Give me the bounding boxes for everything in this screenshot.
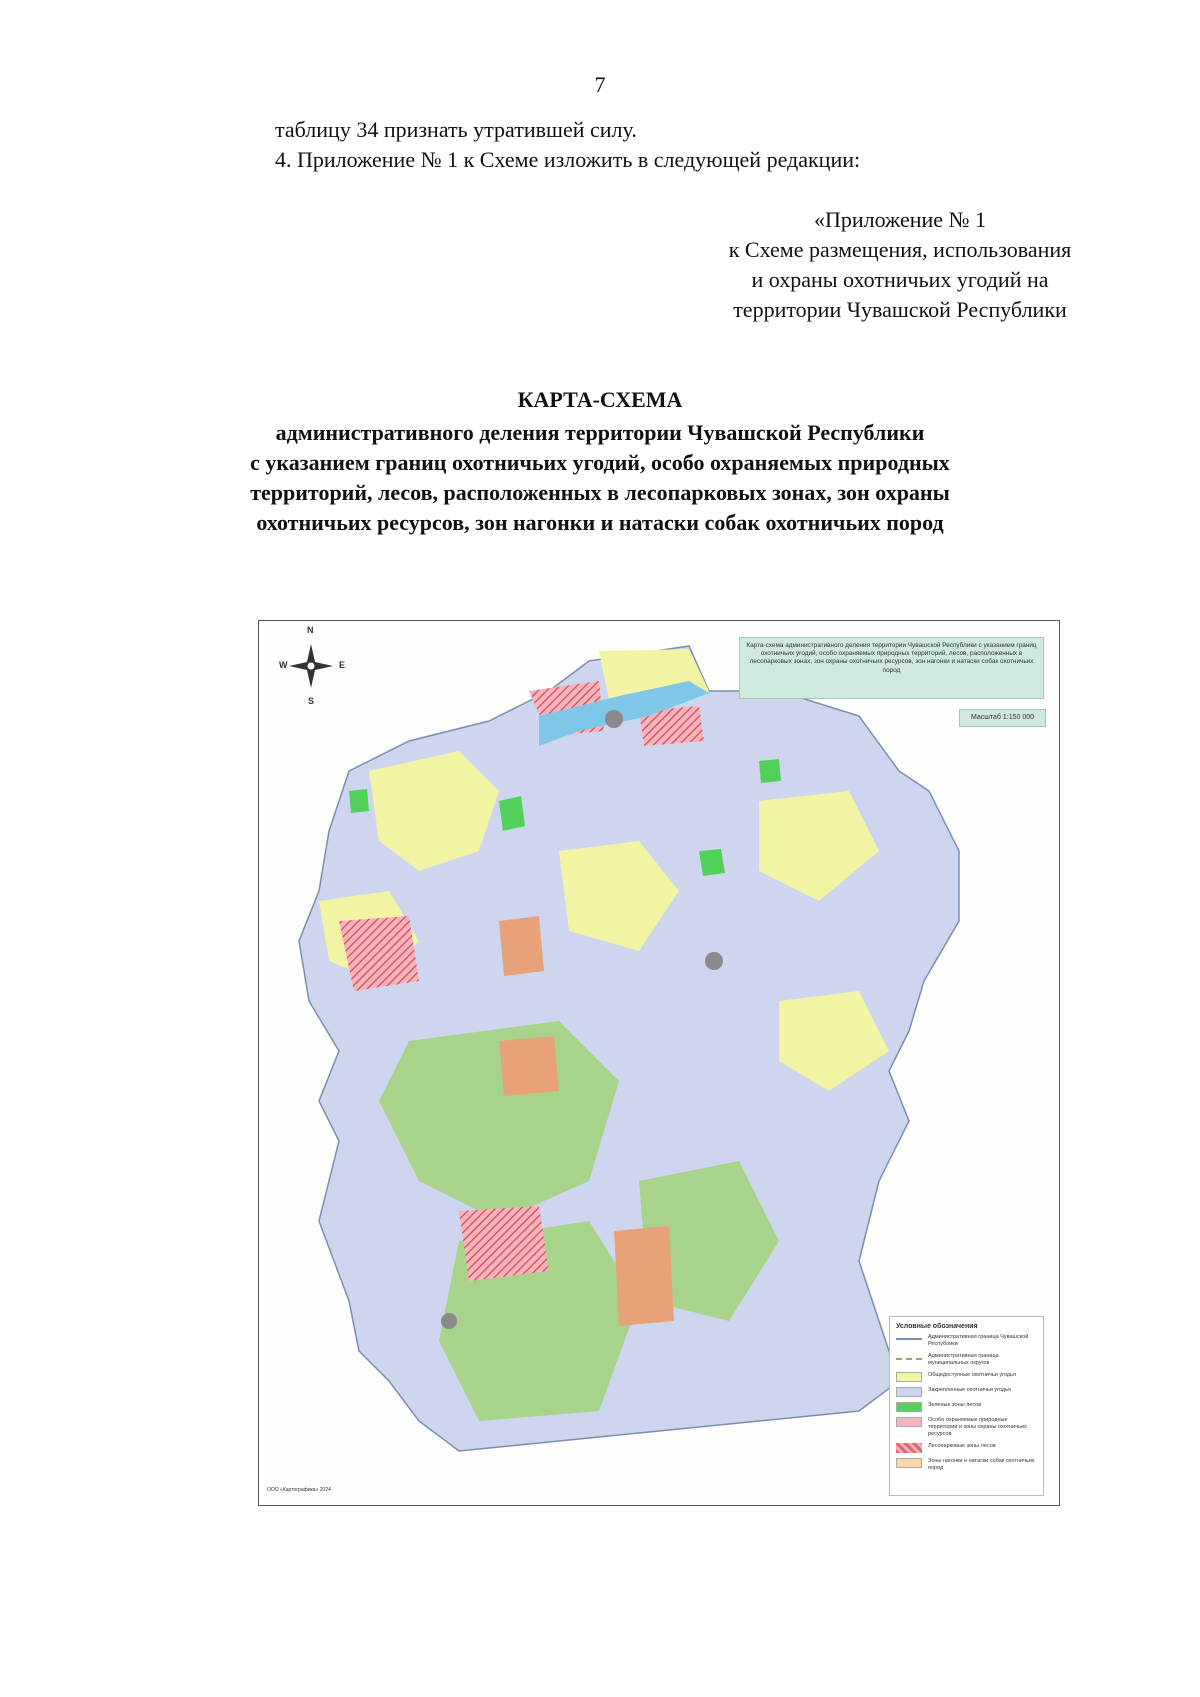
legend-item: [896, 1402, 1037, 1412]
map-title-line-1: административного деления территории Чувашской Республики: [275, 420, 925, 445]
compass-north-label: N: [307, 625, 314, 635]
legend-item: [896, 1334, 1037, 1348]
map-title-line-4: охотничьих ресурсов, зон нагонки и натаски собак охотничьих пород: [256, 510, 944, 535]
legend-item: [896, 1458, 1037, 1472]
legend-title: Условные обозначения: [896, 1323, 978, 1330]
page-number: 7: [594, 72, 606, 97]
legend-label: Административная граница муниципальных округов: [928, 1353, 999, 1366]
appendix-line-3: и охраны охотничьих угодий на: [751, 267, 1049, 292]
legend-label: Лесопарковые зоны лесов: [928, 1443, 996, 1449]
legend-swatch: [896, 1358, 922, 1360]
legend-label: Зеленые зоны лесов: [928, 1402, 982, 1408]
legend-label: Зоны нагонки и натаски собак охотничьих пород: [928, 1458, 1035, 1471]
body-line-1: таблицу 34 признать утратившей силу.: [275, 117, 637, 142]
legend-item: [896, 1417, 1037, 1438]
appendix-line-1: «Приложение № 1: [813, 207, 987, 232]
legend-swatch: [896, 1338, 922, 1340]
map-header-box: Карта-схема административного деления территории Чувашской Республики с указанием границ охотничьих угодий, особо охраняемых природных территорий, лесов, расположенных в лесопарковых зонах, зон охраны охотничьих ресурсов, зон нагонки и натаски собак охотничьих пород: [739, 637, 1044, 699]
appendix-line-4: территории Чувашской Республики: [733, 297, 1067, 322]
legend-label: Общедоступные охотничьи угодья: [928, 1372, 1016, 1378]
compass-south-label: S: [308, 696, 315, 706]
legend-item: [896, 1353, 1037, 1367]
map-title-line-3: территорий, лесов, расположенных в лесопарковых зонах, зон охраны: [250, 480, 950, 505]
legend-item: [896, 1387, 1037, 1397]
legend-swatch: [896, 1458, 922, 1468]
training-zone-3: [499, 916, 544, 976]
map-legend: [889, 1316, 1044, 1496]
legend-item: [896, 1372, 1037, 1382]
legend-swatch: [896, 1443, 922, 1453]
legend-label: Закрепленные охотничьи угодья: [928, 1387, 1011, 1393]
city-alatyr: [441, 1313, 457, 1329]
map-title-line-2: с указанием границ охотничьих угодий, особо охраняемых природных: [250, 450, 950, 475]
body-line-2: 4. Приложение № 1 к Схеме изложить в следующей редакции:: [275, 147, 861, 172]
protected-area-2: [459, 1206, 549, 1281]
legend-swatch: [896, 1372, 922, 1382]
compass-rose: [289, 644, 333, 688]
legend-item: [896, 1443, 1037, 1453]
city-cheboksary: [605, 710, 623, 728]
appendix-line-2: к Схеме размещения, использования: [728, 237, 1072, 262]
map-scale: Масштаб 1:150 000: [959, 709, 1046, 727]
green-zone-3: [759, 759, 781, 783]
green-zone-4: [349, 789, 369, 813]
training-zone-2: [614, 1226, 674, 1326]
green-zone-2: [699, 849, 725, 876]
map-title-heading: КАРТА-СХЕМА: [517, 387, 683, 412]
green-zone-1: [499, 796, 525, 831]
legend-label: Административная граница Чувашской Республики: [928, 1334, 1029, 1347]
compass-west-label: W: [279, 660, 288, 670]
legend-swatch: [896, 1387, 922, 1397]
legend-label: Особо охраняемые природные территории и зоны охраны охотничьих ресурсов: [928, 1417, 1027, 1437]
compass-east-label: E: [339, 660, 346, 670]
city-kanash: [705, 952, 723, 970]
training-zone-1: [499, 1036, 559, 1096]
map-credit: ООО «Картографика» 2024: [267, 1487, 331, 1493]
legend-swatch: [896, 1402, 922, 1412]
map-figure: [258, 620, 1060, 1506]
legend-swatch: [896, 1417, 922, 1427]
